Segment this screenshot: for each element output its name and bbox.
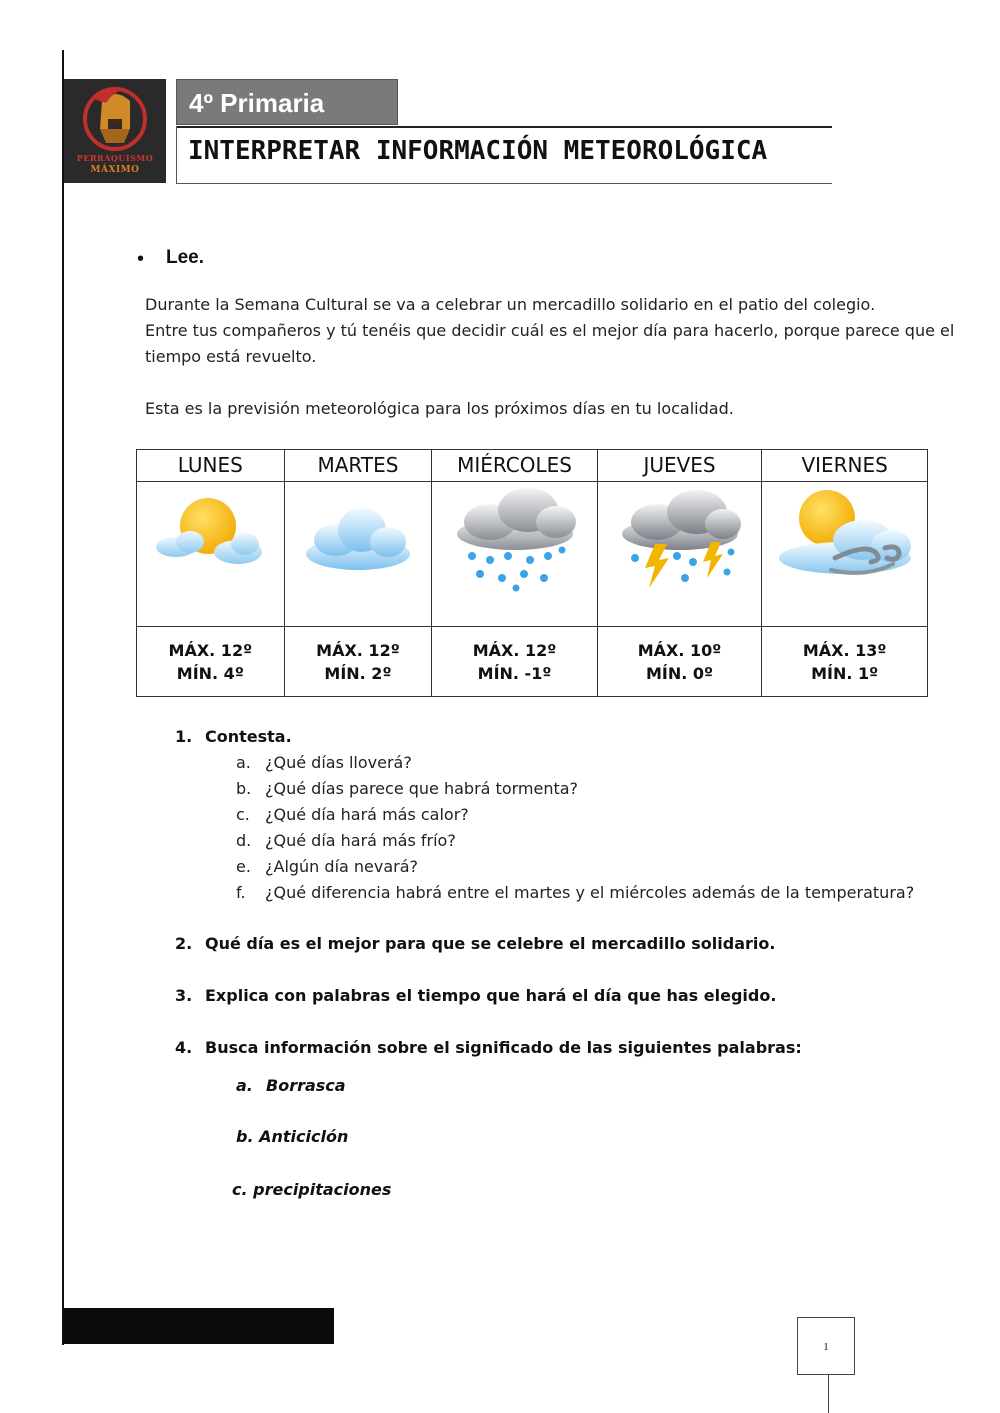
temp-cell bbox=[284, 627, 432, 697]
question-4-text: Busca información sobre el significado de las siguientes palabras: bbox=[205, 1038, 802, 1057]
page-number: 1 bbox=[797, 1317, 855, 1375]
title-rule-bottom bbox=[176, 183, 832, 184]
grade-badge bbox=[176, 79, 398, 125]
intro-line-4: Esta es la previsión meteorológica para los próximos días en tu localidad. bbox=[145, 399, 734, 418]
day-header: VIERNES bbox=[762, 450, 928, 482]
left-margin-rule bbox=[62, 50, 64, 1345]
icon-cell bbox=[137, 482, 285, 627]
intro-line-3: tiempo está revuelto. bbox=[145, 347, 317, 366]
sub-question-text: ¿Qué día hará más calor? bbox=[265, 805, 469, 824]
vocab-word: Borrasca bbox=[266, 1076, 346, 1095]
sub-question-letter: b. bbox=[236, 779, 252, 798]
day-header: MIÉRCOLES bbox=[432, 450, 598, 482]
question-3-number: 3. bbox=[175, 986, 193, 1005]
page-number-rule bbox=[828, 1375, 829, 1413]
temp-min: MÍN. 0º bbox=[645, 663, 714, 683]
intro-line-2: Entre tus compañeros y tú tenéis que decidir cuál es el mejor día para hacerlo, porque parece que el bbox=[145, 321, 955, 340]
icon-cell bbox=[762, 482, 928, 627]
logo-text-line1: PERRAQUISMO bbox=[76, 153, 154, 163]
sub-question-text: ¿Qué días lloverá? bbox=[265, 753, 412, 772]
sub-question-text: ¿Algún día nevará? bbox=[265, 857, 419, 876]
day-header: JUEVES bbox=[597, 450, 762, 482]
forecast-icon-row bbox=[137, 482, 928, 627]
icon-cell bbox=[432, 482, 598, 627]
forecast-table bbox=[136, 449, 928, 697]
day-header: MARTES bbox=[284, 450, 432, 482]
question-2-number: 2. bbox=[175, 934, 193, 953]
temp-cell bbox=[597, 627, 762, 697]
forecast-temp-row bbox=[137, 627, 928, 697]
temp-max: MÁX. 13º bbox=[802, 640, 887, 660]
temp-min: MÍN. -1º bbox=[477, 663, 552, 683]
logo-text-line2: MÁXIMO bbox=[90, 165, 140, 175]
forecast-day-row bbox=[137, 450, 928, 482]
vocab-word: b. Anticiclón bbox=[236, 1127, 349, 1146]
temp-min: MÍN. 1º bbox=[811, 663, 879, 683]
temp-min: MÍN. 4º bbox=[176, 663, 244, 683]
temp-max: MÁX. 12º bbox=[316, 640, 400, 660]
day-header: LUNES bbox=[137, 450, 285, 482]
cloud-icon bbox=[298, 496, 418, 586]
vocab-letter: a. bbox=[236, 1076, 253, 1095]
sub-question-letter: e. bbox=[236, 857, 251, 876]
sun-wind-icon bbox=[775, 488, 915, 588]
question-1-number: 1. bbox=[175, 727, 193, 746]
question-3-text: Explica con palabras el tiempo que hará el día que has elegido. bbox=[205, 986, 777, 1005]
temp-min: MÍN. 2º bbox=[324, 663, 392, 683]
sub-question-letter: f. bbox=[236, 883, 246, 902]
grade-label: 4º Primaria bbox=[189, 88, 325, 118]
page-title: INTERPRETAR INFORMACIÓN METEOROLÓGICA bbox=[188, 136, 768, 166]
title-rule-top bbox=[176, 126, 832, 128]
storm-icon bbox=[615, 486, 745, 596]
question-4-number: 4. bbox=[175, 1038, 193, 1057]
vocab-word: c. precipitaciones bbox=[232, 1180, 392, 1199]
question-1-text: Contesta. bbox=[205, 727, 292, 746]
icon-cell bbox=[597, 482, 762, 627]
bullet-dot: • bbox=[137, 248, 145, 270]
temp-cell bbox=[762, 627, 928, 697]
temp-cell bbox=[432, 627, 598, 697]
sub-question-letter: a. bbox=[236, 753, 251, 772]
sub-question-text: ¿Qué día hará más frío? bbox=[265, 831, 456, 850]
intro-line-1: Durante la Semana Cultural se va a celebrar un mercadillo solidario en el patio del colegio. bbox=[145, 295, 876, 314]
logo bbox=[64, 79, 166, 183]
sun-cloud-icon bbox=[150, 492, 270, 582]
sub-question-text: ¿Qué días parece que habrá tormenta? bbox=[265, 779, 579, 798]
sub-question-letter: c. bbox=[236, 805, 250, 824]
rain-icon bbox=[450, 486, 580, 596]
sub-question-text: ¿Qué diferencia habrá entre el martes y el miércoles además de la temperatura? bbox=[265, 883, 915, 902]
temp-max: MÁX. 12º bbox=[168, 640, 253, 660]
sub-question-letter: d. bbox=[236, 831, 252, 850]
temp-max: MÁX. 12º bbox=[472, 640, 557, 660]
title-rule-left bbox=[176, 126, 177, 184]
footer-bar bbox=[63, 1308, 334, 1344]
section-heading: Lee. bbox=[166, 247, 205, 268]
question-2-text: Qué día es el mejor para que se celebre el mercadillo solidario. bbox=[205, 934, 776, 953]
temp-cell bbox=[137, 627, 285, 697]
icon-cell bbox=[284, 482, 432, 627]
temp-max: MÁX. 10º bbox=[637, 640, 722, 660]
